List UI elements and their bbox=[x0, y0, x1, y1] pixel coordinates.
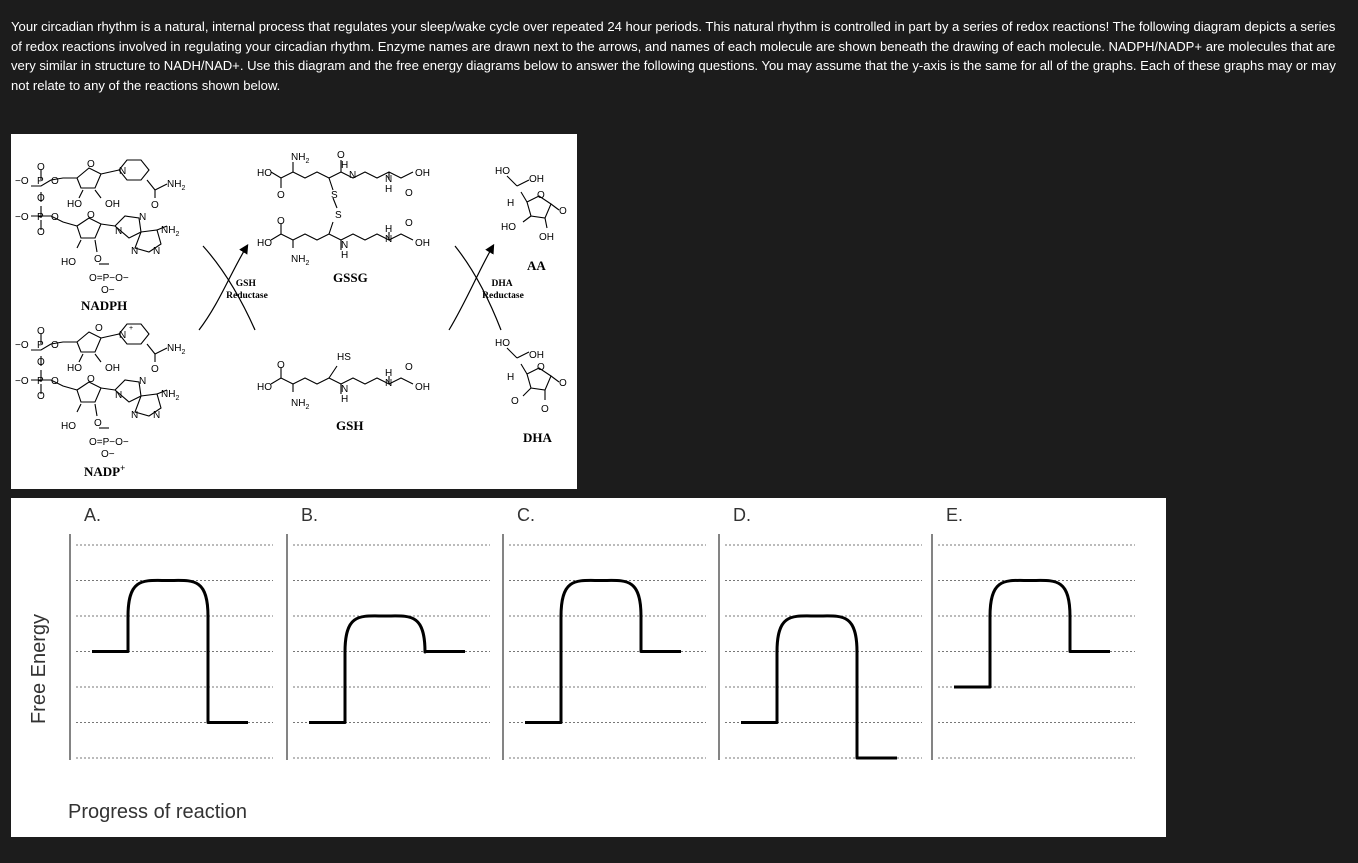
svg-text:NH2: $NH_2$ bbox=[291, 398, 310, 411]
svg-text:NH2: $NH_2$ bbox=[167, 343, 186, 356]
svg-text:N: N bbox=[385, 234, 393, 245]
graph-e-label: E. bbox=[946, 505, 964, 525]
svg-text:O: O bbox=[277, 216, 285, 227]
svg-text:+: + bbox=[129, 325, 134, 332]
aa-label: AA bbox=[527, 258, 546, 273]
svg-text:NH2: $NH_2$ bbox=[291, 152, 310, 165]
svg-text:N: N bbox=[385, 378, 393, 389]
nadph-labels bbox=[15, 159, 185, 296]
svg-text:HO: HO bbox=[257, 238, 272, 249]
x-axis-label: Progress of reaction bbox=[68, 801, 247, 823]
svg-text:H: H bbox=[507, 372, 515, 383]
svg-text:O: O bbox=[405, 362, 413, 373]
redox-diagram bbox=[11, 134, 577, 489]
dha-reductase-label: DHA Reductase bbox=[482, 279, 524, 301]
svg-text:NH2: $NH_2$ bbox=[161, 225, 180, 238]
svg-text:O: O bbox=[94, 254, 102, 265]
svg-text:H: H bbox=[385, 368, 393, 379]
nadp-labels bbox=[15, 323, 185, 460]
svg-text:O: O bbox=[51, 376, 59, 387]
graph-b bbox=[287, 505, 490, 760]
svg-text:N: N bbox=[153, 410, 161, 421]
svg-text:OH: OH bbox=[415, 168, 430, 179]
svg-text:OH: OH bbox=[105, 199, 120, 210]
redox-diagram-svg bbox=[11, 134, 577, 489]
gsh-labels bbox=[257, 352, 430, 411]
svg-text:HO: HO bbox=[501, 222, 516, 233]
gsh-reductase-label: GSH Reductase bbox=[226, 279, 268, 301]
svg-text:O−: O− bbox=[101, 449, 115, 460]
gssg-labels bbox=[257, 150, 430, 267]
svg-text:HO: HO bbox=[61, 257, 76, 268]
svg-text:−O: −O bbox=[15, 376, 29, 387]
svg-text:O: O bbox=[37, 193, 45, 204]
svg-text:HO: HO bbox=[495, 166, 510, 177]
svg-text:HO: HO bbox=[495, 338, 510, 349]
svg-text:N: N bbox=[131, 246, 139, 257]
svg-text:N: N bbox=[115, 390, 123, 401]
svg-text:P: P bbox=[37, 212, 44, 223]
svg-text:O: O bbox=[51, 176, 59, 187]
svg-text:O: O bbox=[151, 364, 159, 375]
nadph-label: NADPH bbox=[81, 298, 128, 313]
graph-d bbox=[719, 505, 922, 760]
svg-text:O=P−O−: O=P−O− bbox=[89, 437, 129, 448]
svg-text:P: P bbox=[37, 376, 44, 387]
svg-text:O: O bbox=[405, 218, 413, 229]
svg-text:N: N bbox=[341, 384, 349, 395]
aa-labels bbox=[495, 166, 567, 243]
svg-text:O=P−O−: O=P−O− bbox=[89, 273, 129, 284]
svg-text:−O: −O bbox=[15, 340, 29, 351]
svg-text:O: O bbox=[511, 396, 519, 407]
svg-text:P: P bbox=[37, 176, 44, 187]
svg-text:O: O bbox=[537, 190, 545, 201]
svg-text:P: P bbox=[37, 340, 44, 351]
svg-text:NH2: $NH_2$ bbox=[291, 254, 310, 267]
svg-text:N: N bbox=[119, 330, 127, 341]
svg-text:NH2: $NH_2$ bbox=[167, 179, 186, 192]
svg-text:S: S bbox=[331, 190, 338, 201]
svg-text:OH: OH bbox=[415, 382, 430, 393]
svg-text:N: N bbox=[153, 246, 161, 257]
svg-text:O: O bbox=[277, 360, 285, 371]
free-energy-graphs bbox=[11, 498, 1166, 837]
svg-text:O: O bbox=[541, 404, 549, 415]
graph-b-label: B. bbox=[301, 505, 319, 525]
svg-text:−O: −O bbox=[15, 212, 29, 223]
svg-text:OH: OH bbox=[529, 174, 544, 185]
svg-text:H: H bbox=[507, 198, 515, 209]
free-energy-graphs-svg bbox=[11, 498, 1166, 837]
svg-text:N: N bbox=[131, 410, 139, 421]
graph-d-label: D. bbox=[733, 505, 751, 525]
svg-text:O: O bbox=[37, 357, 45, 368]
svg-text:H: H bbox=[341, 394, 349, 405]
svg-text:HO: HO bbox=[61, 421, 76, 432]
svg-text:HO: HO bbox=[67, 363, 82, 374]
svg-text:N: N bbox=[119, 166, 127, 177]
svg-text:O: O bbox=[37, 162, 45, 173]
svg-text:O: O bbox=[151, 200, 159, 211]
svg-text:O: O bbox=[87, 374, 95, 385]
svg-text:O: O bbox=[87, 210, 95, 221]
svg-text:O: O bbox=[37, 391, 45, 402]
svg-text:OH: OH bbox=[539, 232, 554, 243]
svg-text:N: N bbox=[115, 226, 123, 237]
svg-text:H: H bbox=[385, 184, 393, 195]
svg-text:N: N bbox=[341, 240, 349, 251]
dha-labels bbox=[495, 338, 567, 415]
svg-text:OH: OH bbox=[105, 363, 120, 374]
svg-text:O: O bbox=[37, 326, 45, 337]
svg-text:HO: HO bbox=[257, 168, 272, 179]
graph-e-energy-curve bbox=[954, 580, 1110, 687]
svg-text:N: N bbox=[139, 212, 147, 223]
svg-text:O: O bbox=[37, 227, 45, 238]
nadp-label: NADP+ bbox=[84, 463, 126, 479]
svg-text:H: H bbox=[341, 160, 349, 171]
graph-e bbox=[932, 505, 1135, 760]
svg-text:O: O bbox=[337, 150, 345, 161]
svg-text:HS: HS bbox=[337, 352, 351, 363]
graph-c bbox=[503, 505, 706, 760]
svg-text:H: H bbox=[385, 224, 393, 235]
svg-text:OH: OH bbox=[529, 350, 544, 361]
svg-text:O: O bbox=[87, 159, 95, 170]
gssg-label: GSSG bbox=[333, 270, 368, 285]
svg-text:−O: −O bbox=[15, 176, 29, 187]
svg-text:O: O bbox=[537, 362, 545, 373]
question-intro-text: Your circadian rhythm is a natural, internal process that regulates your sleep/wake cycle over repeated 24 hour periods. This natural rhythm is controlled in part by a series of redox reactions! The following diagram depicts a series of redox reactions involved in regulating your circadian rhythm. Enzyme names are drawn next to the arrows, and names of each molecule are shown beneath the drawing of each molecule. NADPH/NADP+ are molecules that are very similar in structure to NADH/NAD+. Use this diagram and the free energy diagrams below to answer the following questions. You may assume that the y-axis is the same for all of the graphs. Each of these graphs may or may not relate to any of the reactions shown below. bbox=[11, 19, 1336, 93]
graph-a-label: A. bbox=[84, 505, 102, 525]
svg-text:O: O bbox=[95, 323, 103, 334]
svg-text:O: O bbox=[51, 212, 59, 223]
svg-text:O: O bbox=[559, 206, 567, 217]
svg-text:N: N bbox=[349, 170, 357, 181]
svg-text:N: N bbox=[139, 376, 147, 387]
graph-b-energy-curve bbox=[309, 616, 465, 723]
svg-text:O: O bbox=[277, 190, 285, 201]
graph-a bbox=[70, 505, 273, 760]
dha-label: DHA bbox=[523, 430, 552, 445]
graph-panels-group bbox=[70, 505, 1135, 760]
svg-text:O−: O− bbox=[101, 285, 115, 296]
svg-text:N: N bbox=[385, 174, 393, 185]
gsh-label: GSH bbox=[336, 418, 364, 433]
graph-c-label: C. bbox=[517, 505, 535, 525]
svg-text:O: O bbox=[405, 188, 413, 199]
svg-text:O: O bbox=[559, 378, 567, 389]
svg-text:O: O bbox=[51, 340, 59, 351]
svg-text:S: S bbox=[335, 210, 342, 221]
svg-text:HO: HO bbox=[67, 199, 82, 210]
svg-text:OH: OH bbox=[415, 238, 430, 249]
svg-text:H: H bbox=[341, 250, 349, 261]
svg-text:HO: HO bbox=[257, 382, 272, 393]
svg-text:NH2: $NH_2$ bbox=[161, 389, 180, 402]
y-axis-label: Free Energy bbox=[28, 613, 50, 725]
svg-text:O: O bbox=[94, 418, 102, 429]
